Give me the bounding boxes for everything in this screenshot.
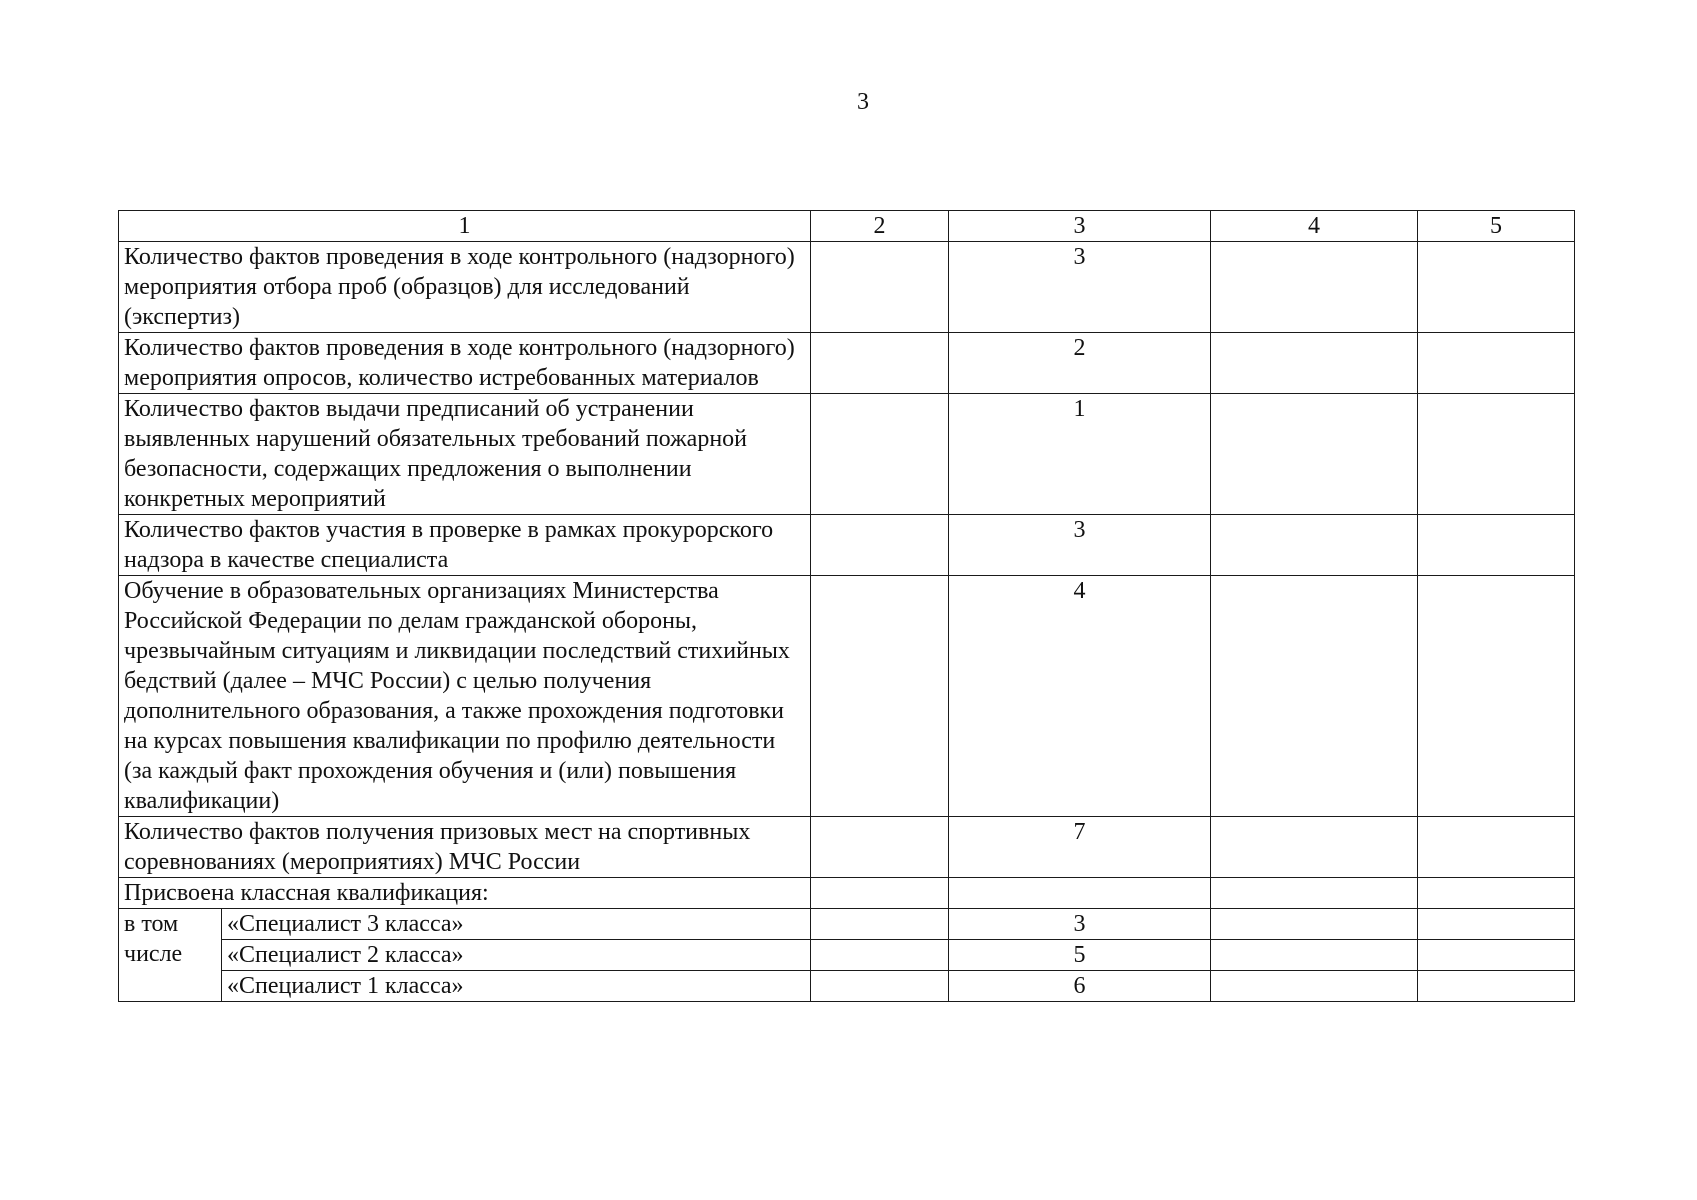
row-col3: 2 <box>949 333 1211 394</box>
row-col4 <box>1211 333 1418 394</box>
row-col5 <box>1418 817 1575 878</box>
table-row <box>119 817 1575 878</box>
header-col-4: 4 <box>1211 211 1418 242</box>
row-col2 <box>811 242 949 333</box>
header-col-5: 5 <box>1418 211 1575 242</box>
row-col5 <box>1418 878 1575 909</box>
row-col2 <box>811 878 949 909</box>
sub-row-col4 <box>1211 971 1418 1002</box>
row-col5 <box>1418 242 1575 333</box>
sub-row-label: «Специалист 1 класса» <box>222 971 811 1002</box>
row-col3: 1 <box>949 394 1211 515</box>
row-label: Количество фактов проведения в ходе контрольного (надзорного) мероприятия опросов, количество истребованных материалов <box>119 333 811 394</box>
row-col4 <box>1211 394 1418 515</box>
row-col5 <box>1418 576 1575 817</box>
row-label: Количество фактов участия в проверке в рамках прокурорского надзора в качестве специалиста <box>119 515 811 576</box>
sub-row-col3: 3 <box>949 909 1211 940</box>
including-label: в том числе <box>119 909 222 1002</box>
row-col3 <box>949 878 1211 909</box>
row-col2 <box>811 333 949 394</box>
row-col4 <box>1211 515 1418 576</box>
row-col5 <box>1418 515 1575 576</box>
header-row <box>119 211 1575 242</box>
row-col4 <box>1211 878 1418 909</box>
table-row <box>119 515 1575 576</box>
sub-row-col4 <box>1211 940 1418 971</box>
row-col4 <box>1211 242 1418 333</box>
row-label: Обучение в образовательных организациях Министерства Российской Федерации по делам гражданской обороны, чрезвычайным ситуациям и ликвидации последствий стихийных бедствий (далее – МЧС России) с целью получения дополнительного образования, а также прохождения подготовки на курсах повышения квалификации по профилю деятельности (за каждый факт прохождения обучения и (или) повышения квалификации) <box>119 576 811 817</box>
sub-row-col5 <box>1418 909 1575 940</box>
page-number: 3 <box>857 89 869 115</box>
table-row <box>119 242 1575 333</box>
row-col2 <box>811 515 949 576</box>
sub-row <box>119 909 1575 940</box>
sub-row-col5 <box>1418 971 1575 1002</box>
header-col-2: 2 <box>811 211 949 242</box>
row-col3: 3 <box>949 242 1211 333</box>
sub-row-label: «Специалист 3 класса» <box>222 909 811 940</box>
header-col-3: 3 <box>949 211 1211 242</box>
row-col4 <box>1211 576 1418 817</box>
table-row <box>119 394 1575 515</box>
row-label: Количество фактов выдачи предписаний об устранении выявленных нарушений обязательных требований пожарной безопасности, содержащих предложения о выполнении конкретных мероприятий <box>119 394 811 515</box>
row-label: Количество фактов получения призовых мест на спортивных соревнованиях (мероприятиях) МЧС России <box>119 817 811 878</box>
row-col5 <box>1418 394 1575 515</box>
row-col4 <box>1211 817 1418 878</box>
indicators-table <box>118 210 1575 1002</box>
table-row <box>119 576 1575 817</box>
table-row <box>119 878 1575 909</box>
sub-row-col2 <box>811 940 949 971</box>
sub-row-col5 <box>1418 940 1575 971</box>
row-col3: 7 <box>949 817 1211 878</box>
row-col3: 3 <box>949 515 1211 576</box>
sub-row-col3: 5 <box>949 940 1211 971</box>
row-col3: 4 <box>949 576 1211 817</box>
sub-row-col4 <box>1211 909 1418 940</box>
table-row <box>119 333 1575 394</box>
row-col5 <box>1418 333 1575 394</box>
row-col2 <box>811 394 949 515</box>
sub-row-col2 <box>811 971 949 1002</box>
sub-row-label: «Специалист 2 класса» <box>222 940 811 971</box>
row-label: Присвоена классная квалификация: <box>119 878 811 909</box>
sub-row <box>119 971 1575 1002</box>
row-col2 <box>811 576 949 817</box>
row-label: Количество фактов проведения в ходе контрольного (надзорного) мероприятия отбора проб (образцов) для исследований (экспертиз) <box>119 242 811 333</box>
sub-row <box>119 940 1575 971</box>
sub-row-col2 <box>811 909 949 940</box>
row-col2 <box>811 817 949 878</box>
sub-row-col3: 6 <box>949 971 1211 1002</box>
header-col-1: 1 <box>119 211 811 242</box>
